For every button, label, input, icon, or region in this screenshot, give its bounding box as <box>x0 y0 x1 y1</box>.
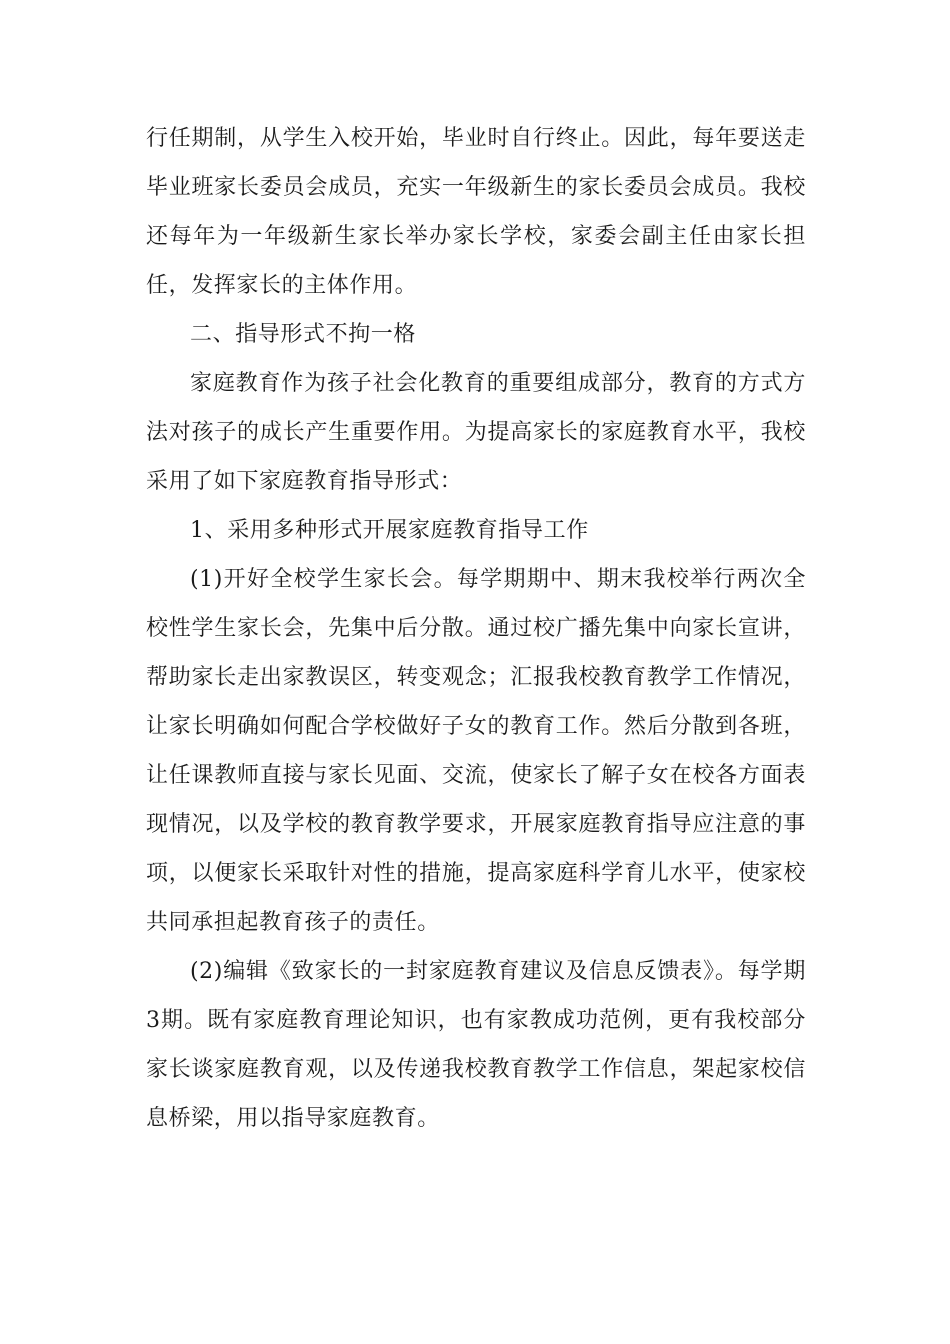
paragraph-item-2: (2)编辑《致家长的一封家庭教育建议及信息反馈表》。每学期3期。既有家庭教育理论知识，也有家教成功范例，更有我校部分家长谈家庭教育观，以及传递我校教育教学工作信息，架起家校信息桥梁，用以指导家庭教育。 <box>146 959 806 1131</box>
paragraph-continuation: 行任期制，从学生入校开始，毕业时自行终止。因此，每年要送走毕业班家长委员会成员，充实一年级新生的家长委员会成员。我校还每年为一年级新生家长举办家长学校，家委会副主任由家长担任，发挥家长的主体作用。 <box>146 126 806 298</box>
paragraph-item-1: (1)开好全校学生家长会。每学期期中、期末我校举行两次全校性学生家长会，先集中后分散。通过校广播先集中向家长宣讲，帮助家长走出家教误区，转变观念；汇报我校教育教学工作情况，让家长明确如何配合学校做好子女的教育工作。然后分散到各班，让任课教师直接与家长见面、交流，使家长了解子女在校各方面表现情况，以及学校的教育教学要求，开展家庭教育指导应注意的事项，以便家长采取针对性的措施，提高家庭科学育儿水平，使家校共同承担起教育孩子的责任。 <box>146 567 806 935</box>
subsection-heading: 1、采用多种形式开展家庭教育指导工作 <box>190 518 589 543</box>
document-body <box>146 114 806 1143</box>
paragraph-intro: 家庭教育作为孩子社会化教育的重要组成部分，教育的方式方法对孩子的成长产生重要作用。为提高家长的家庭教育水平，我校采用了如下家庭教育指导形式： <box>146 371 806 494</box>
section-heading: 二、指导形式不拘一格 <box>190 322 417 347</box>
